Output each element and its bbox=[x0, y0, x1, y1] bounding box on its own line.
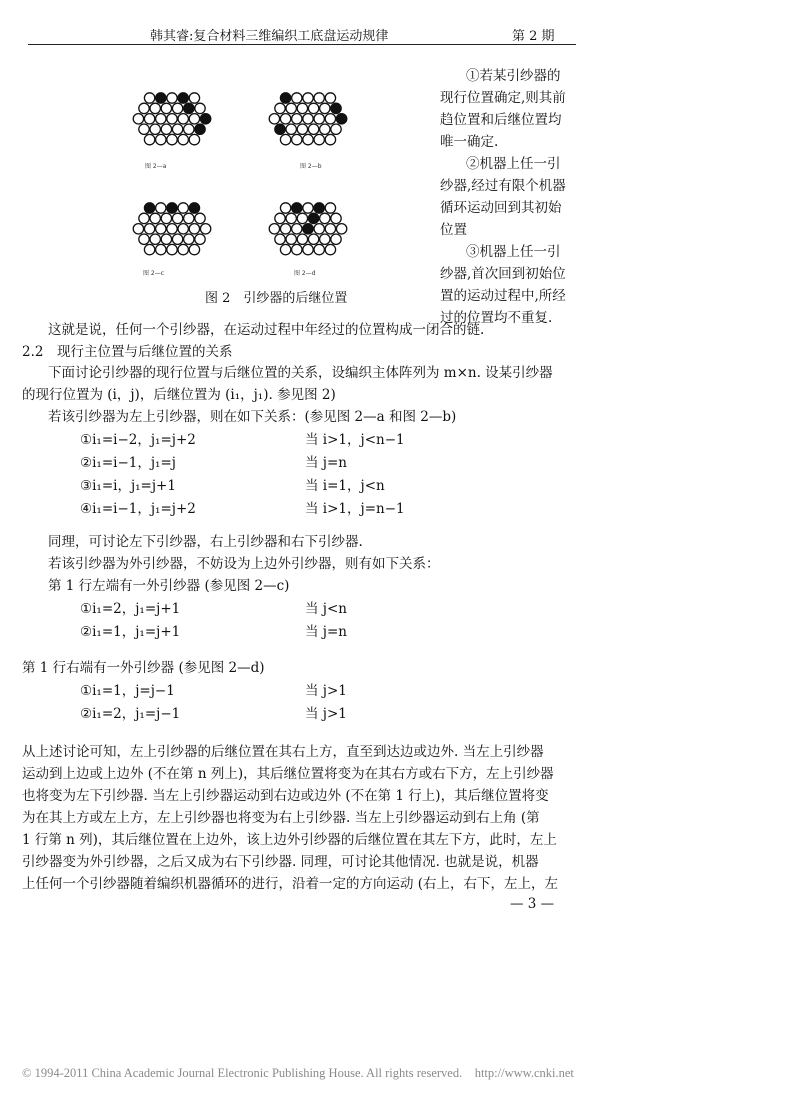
body-paragraph-line: 引纱器变为外引纱器，之后又成为右下引纱器. 同理，可讨论其他情况. 也就是说，机器 bbox=[22, 854, 539, 870]
lattice-position bbox=[303, 93, 313, 103]
lattice-position bbox=[314, 93, 324, 103]
right-col-line: 循环运动回到其初始 bbox=[440, 200, 562, 216]
lattice-position bbox=[156, 244, 166, 254]
body-paragraph: 下面讨论引纱器的现行位置与后继位置的关系，设编织主体阵列为 m×n. 设某引纱器 bbox=[48, 365, 553, 381]
right-col-line: 纱器,经过有限个机器 bbox=[440, 178, 566, 194]
lattice-position bbox=[336, 224, 346, 234]
lattice-position bbox=[144, 224, 154, 234]
lattice-position bbox=[195, 213, 205, 223]
lattice-position bbox=[280, 114, 290, 124]
lattice-position bbox=[161, 124, 171, 134]
lattice-position bbox=[178, 203, 188, 213]
lattice-position bbox=[133, 224, 143, 234]
equation-condition: 当 i>1，j<n−1 bbox=[305, 432, 405, 448]
body-paragraph: 同理，可讨论左下引纱器，右上引纱器和右下引纱器. bbox=[48, 534, 363, 550]
figure-2a-label: 图 2—a bbox=[145, 163, 167, 170]
lattice-position bbox=[320, 103, 330, 113]
lattice-position bbox=[178, 134, 188, 144]
lattice-position bbox=[275, 103, 285, 113]
lattice-position bbox=[297, 213, 307, 223]
lattice-position bbox=[189, 224, 199, 234]
lattice-position bbox=[269, 114, 279, 124]
lattice-position bbox=[325, 134, 335, 144]
equation-condition: 当 j>1 bbox=[305, 706, 347, 722]
lattice-position bbox=[303, 114, 313, 124]
lattice-position bbox=[184, 103, 194, 113]
body-paragraph: 的现行位置为 (i，j)，后继位置为 (i₁，j₁). 参见图 2) bbox=[22, 387, 336, 403]
lattice-position bbox=[133, 114, 143, 124]
lattice-position bbox=[320, 124, 330, 134]
lattice-position bbox=[144, 134, 154, 144]
right-col-line: 唯一确定. bbox=[440, 134, 499, 150]
lattice-position bbox=[297, 103, 307, 113]
body-paragraph-line: 从上述讨论可知，左上引纱器的后继位置在其右上方，直至到达边或边外. 当左上引纱器 bbox=[22, 744, 544, 760]
header-rule bbox=[28, 44, 576, 45]
lattice-position bbox=[331, 234, 341, 244]
lattice-position bbox=[320, 234, 330, 244]
lattice-position bbox=[275, 234, 285, 244]
right-col-line: 纱器,首次回到初始位 bbox=[440, 266, 566, 282]
lattice-position bbox=[172, 124, 182, 134]
lattice-position bbox=[314, 114, 324, 124]
lattice-position bbox=[167, 93, 177, 103]
lattice-position bbox=[269, 224, 279, 234]
lattice-position bbox=[325, 203, 335, 213]
lattice-position bbox=[314, 203, 324, 213]
right-col-line: 现行位置确定,则其前 bbox=[440, 90, 566, 106]
figure-caption: 图 2 引纱器的后继位置 bbox=[205, 291, 348, 306]
lattice-position bbox=[292, 203, 302, 213]
lattice-position bbox=[161, 234, 171, 244]
figure-2a bbox=[122, 86, 222, 158]
lattice-position bbox=[150, 234, 160, 244]
lattice-position bbox=[286, 213, 296, 223]
lattice-position bbox=[189, 203, 199, 213]
right-col-line: ③机器上任一引 bbox=[466, 244, 561, 260]
lattice-position bbox=[144, 203, 154, 213]
lattice-position bbox=[292, 244, 302, 254]
equation-condition: 当 i=1，j<n bbox=[305, 478, 385, 494]
equation: ②i₁=i−1，j₁=j bbox=[80, 455, 176, 471]
lattice-position bbox=[167, 134, 177, 144]
lattice-position bbox=[195, 124, 205, 134]
lattice-position bbox=[275, 213, 285, 223]
figure-2c-label: 图 2—c bbox=[143, 270, 165, 277]
lattice-position bbox=[156, 114, 166, 124]
lattice-position bbox=[303, 244, 313, 254]
lattice-position bbox=[150, 213, 160, 223]
body-paragraph: 若该引纱器为左上引纱器，则在如下关系：(参见图 2—a 和图 2—b) bbox=[48, 409, 457, 425]
right-col-line: ②机器上任一引 bbox=[466, 156, 561, 172]
lattice-position bbox=[150, 103, 160, 113]
lattice-position bbox=[156, 224, 166, 234]
lattice-position bbox=[275, 124, 285, 134]
lattice-position bbox=[139, 213, 149, 223]
lattice-position bbox=[156, 134, 166, 144]
equation-condition: 当 j<n bbox=[305, 601, 347, 617]
equation: ②i₁=1，j₁=j+1 bbox=[80, 624, 181, 640]
lattice-position bbox=[139, 124, 149, 134]
body-paragraph-line: 1 行第 n 列)，其后继位置在上边外，该上边外引纱器的后继位置在其左下方，此时，左上 bbox=[22, 832, 557, 848]
equation-condition: 当 j=n bbox=[305, 624, 347, 640]
lattice-position bbox=[184, 213, 194, 223]
lattice-position bbox=[292, 114, 302, 124]
lattice-position bbox=[286, 124, 296, 134]
equation: ①i₁=2，j₁=j+1 bbox=[80, 601, 181, 617]
lattice-position bbox=[200, 114, 210, 124]
lattice-position bbox=[167, 244, 177, 254]
figure-2d-label: 图 2—d bbox=[294, 270, 316, 277]
lattice-position bbox=[156, 203, 166, 213]
lattice-position bbox=[178, 93, 188, 103]
lattice-position bbox=[308, 213, 318, 223]
lattice-position bbox=[189, 114, 199, 124]
body-paragraph: 这就是说，任何一个引纱器，在运动过程中年经过的位置构成一闭合的链. bbox=[48, 322, 485, 338]
right-col-line: 趋位置和后继位置均 bbox=[440, 112, 562, 128]
lattice-position bbox=[297, 124, 307, 134]
lattice-position bbox=[297, 234, 307, 244]
right-col-line: 过的位置均不重复. bbox=[440, 310, 553, 326]
lattice-position bbox=[292, 134, 302, 144]
lattice-position bbox=[189, 93, 199, 103]
lattice-position bbox=[303, 224, 313, 234]
figure-2b-label: 图 2—b bbox=[300, 163, 322, 170]
body-paragraph-line: 运动到上边或上边外 (不在第 n 列上)，其后继位置将变为在其右方或右下方，左上引纱器 bbox=[22, 766, 554, 782]
section-heading: 2.2 现行主位置与后继位置的关系 bbox=[22, 344, 233, 360]
running-header-title: 韩其睿:复合材料三维编织工底盘运动规律 bbox=[150, 29, 389, 44]
lattice-position bbox=[161, 103, 171, 113]
lattice-position bbox=[161, 213, 171, 223]
lattice-position bbox=[167, 224, 177, 234]
right-col-line: 置的运动过程中,所经 bbox=[440, 288, 566, 304]
lattice-position bbox=[195, 103, 205, 113]
lattice-position bbox=[178, 224, 188, 234]
body-paragraph-line: 上任何一个引纱器随着编织机器循环的进行，沿着一定的方向运动 (右上，右下，左上，左 bbox=[22, 876, 559, 892]
lattice-position bbox=[308, 124, 318, 134]
lattice-position bbox=[167, 114, 177, 124]
page-number: — 3 — bbox=[510, 896, 555, 912]
lattice-position bbox=[325, 114, 335, 124]
body-paragraph: 若该引纱器为外引纱器，不妨设为上边外引纱器，则有如下关系： bbox=[48, 556, 440, 572]
lattice-position bbox=[195, 234, 205, 244]
lattice-position bbox=[144, 93, 154, 103]
equation-condition: 当 i>1，j=n−1 bbox=[305, 501, 405, 517]
equation: ①i₁=1，j=j−1 bbox=[80, 683, 175, 699]
lattice-position bbox=[144, 244, 154, 254]
lattice-position bbox=[172, 234, 182, 244]
lattice-position bbox=[172, 103, 182, 113]
lattice-position bbox=[280, 203, 290, 213]
lattice-position bbox=[200, 224, 210, 234]
figure-2d bbox=[258, 196, 358, 268]
body-paragraph: 第 1 行左端有一外引纱器 (参见图 2—c) bbox=[48, 578, 290, 594]
body-paragraph: 第 1 行右端有一外引纱器 (参见图 2—d) bbox=[22, 660, 265, 676]
lattice-position bbox=[320, 213, 330, 223]
lattice-position bbox=[280, 134, 290, 144]
lattice-position bbox=[144, 114, 154, 124]
lattice-position bbox=[325, 244, 335, 254]
lattice-position bbox=[292, 93, 302, 103]
lattice-position bbox=[308, 103, 318, 113]
lattice-position bbox=[325, 224, 335, 234]
lattice-position bbox=[308, 234, 318, 244]
lattice-position bbox=[331, 213, 341, 223]
lattice-position bbox=[167, 203, 177, 213]
lattice-position bbox=[336, 114, 346, 124]
lattice-position bbox=[292, 224, 302, 234]
lattice-position bbox=[286, 103, 296, 113]
lattice-position bbox=[189, 134, 199, 144]
lattice-position bbox=[184, 234, 194, 244]
lattice-position bbox=[280, 224, 290, 234]
equation: ②i₁=2，j₁=j−1 bbox=[80, 706, 181, 722]
lattice-position bbox=[139, 103, 149, 113]
lattice-position bbox=[178, 244, 188, 254]
equation-condition: 当 j=n bbox=[305, 455, 347, 471]
lattice-position bbox=[178, 114, 188, 124]
lattice-position bbox=[303, 203, 313, 213]
lattice-position bbox=[150, 124, 160, 134]
lattice-position bbox=[280, 93, 290, 103]
equation: ①i₁=i−2，j₁=j+2 bbox=[80, 432, 196, 448]
equation: ④i₁=i−1，j₁=j+2 bbox=[80, 501, 196, 517]
lattice-position bbox=[325, 93, 335, 103]
lattice-position bbox=[139, 234, 149, 244]
right-col-line: 位置 bbox=[440, 222, 467, 238]
figure-2b bbox=[258, 86, 358, 158]
lattice-position bbox=[172, 213, 182, 223]
lattice-position bbox=[331, 124, 341, 134]
body-paragraph-line: 也将变为左下引纱器. 当左上引纱器运动到右边或边外 (不在第 1 行上)，其后继位置将变 bbox=[22, 788, 549, 804]
lattice-position bbox=[314, 224, 324, 234]
lattice-position bbox=[184, 124, 194, 134]
lattice-position bbox=[156, 93, 166, 103]
equation-condition: 当 j>1 bbox=[305, 683, 347, 699]
equation: ③i₁=i，j₁=j+1 bbox=[80, 478, 176, 494]
body-paragraph-line: 为在其上方或左上方，左上引纱器也将变为右上引纱器. 当左上引纱器运动到右上角 (第 bbox=[22, 810, 540, 826]
lattice-position bbox=[303, 134, 313, 144]
lattice-position bbox=[314, 244, 324, 254]
lattice-position bbox=[280, 244, 290, 254]
lattice-position bbox=[314, 134, 324, 144]
lattice-position bbox=[331, 103, 341, 113]
lattice-position bbox=[286, 234, 296, 244]
lattice-position bbox=[189, 244, 199, 254]
copyright-footer: © 1994-2011 China Academic Journal Electronic Publishing House. All rights reserved. http://www.cnki.net bbox=[22, 1066, 574, 1080]
running-header-issue: 第 2 期 bbox=[512, 29, 555, 44]
figure-2c bbox=[122, 196, 222, 268]
right-col-line: ①若某引纱器的 bbox=[466, 68, 561, 84]
